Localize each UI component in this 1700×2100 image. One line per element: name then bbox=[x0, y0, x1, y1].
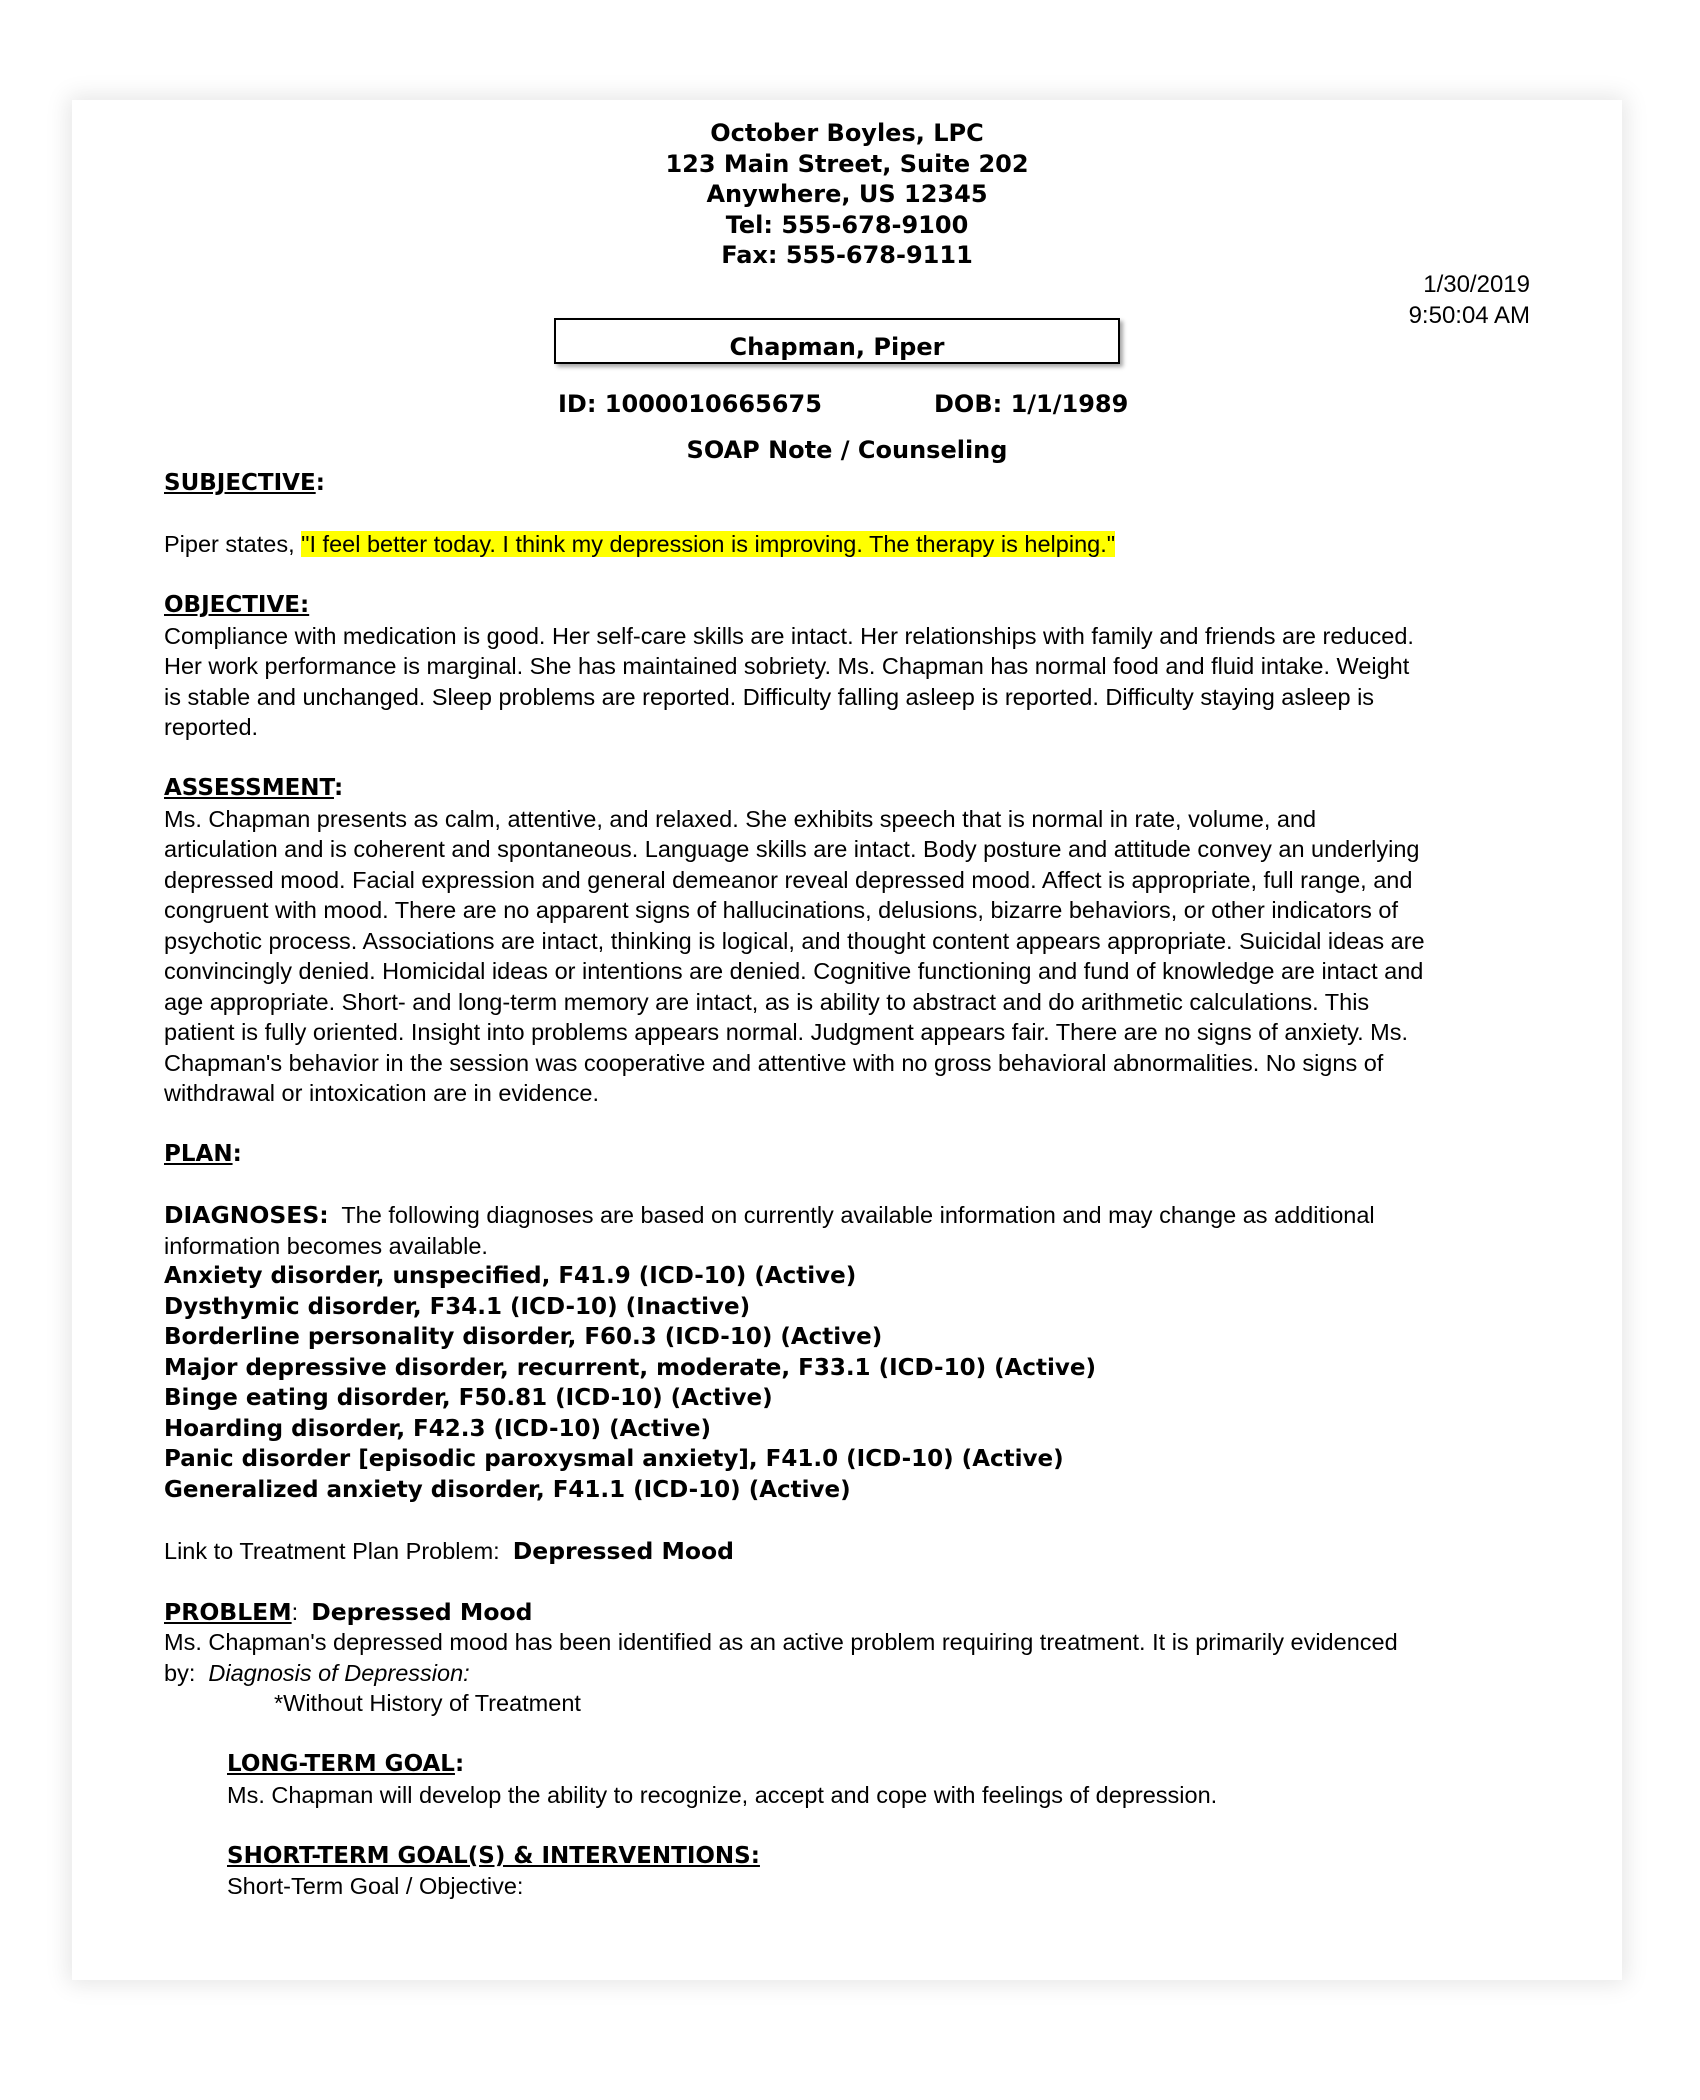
note-body bbox=[164, 468, 1564, 1902]
patient-id: ID: 1000010665675 bbox=[558, 390, 822, 418]
assessment-text bbox=[164, 804, 1564, 1109]
subjective-heading-text: SUBJECTIVE bbox=[164, 470, 316, 496]
diagnosis-item: Hoarding disorder, F42.3 (ICD-10) (Active) bbox=[164, 1415, 711, 1442]
assessment-line: psychotic process. Associations are intact, thinking is logical, and thought content appears appropriate. Suicidal ideas are bbox=[164, 927, 1425, 954]
short-term-goal-heading-text: SHORT-TERM GOAL(S) & INTERVENTIONS: bbox=[227, 1842, 760, 1869]
long-term-goal-heading bbox=[227, 1749, 1564, 1780]
document-page bbox=[72, 100, 1622, 1980]
diagnoses-intro-line2: information becomes available. bbox=[164, 1232, 488, 1259]
provider-tel: Tel: 555-678-9100 bbox=[725, 210, 969, 239]
treatment-plan-link-label: Link to Treatment Plan Problem: bbox=[164, 1537, 513, 1564]
patient-id-line bbox=[558, 390, 1129, 418]
assessment-heading-text: ASSESSMENT bbox=[164, 775, 334, 801]
treatment-plan-link-value: Depressed Mood bbox=[512, 1536, 734, 1565]
diagnoses-list bbox=[164, 1261, 1564, 1505]
note-date: 1/30/2019 bbox=[1423, 271, 1530, 298]
diagnosis-item: Binge eating disorder, F50.81 (ICD-10) (Active) bbox=[164, 1385, 773, 1411]
note-time: 9:50:04 AM bbox=[1408, 301, 1530, 329]
provider-name: October Boyles, LPC bbox=[710, 119, 984, 147]
short-term-goal-text: Short-Term Goal / Objective: bbox=[227, 1873, 524, 1899]
problem-line1: Ms. Chapman's depressed mood has been identified as an active problem requiring treatment. It is primarily evidenced bbox=[164, 1629, 1398, 1655]
patient-name-box: Chapman, Piper bbox=[554, 318, 1120, 364]
provider-header bbox=[72, 118, 1622, 271]
provider-address-line2: Anywhere, US 12345 bbox=[706, 180, 988, 208]
long-term-goal-text: Ms. Chapman will develop the ability to recognize, accept and cope with feelings of depression. bbox=[227, 1781, 1218, 1808]
diagnosis-item: Dysthymic disorder, F34.1 (ICD-10) (Inactive) bbox=[164, 1293, 751, 1320]
assessment-line: congruent with mood. There are no apparent signs of hallucinations, delusions, bizarre behaviors, or other indicators of bbox=[164, 897, 1399, 923]
objective-heading-text: OBJECTIVE: bbox=[164, 592, 310, 618]
subjective-quote: "I feel better today. I think my depression is improving. The therapy is helping." bbox=[301, 531, 1116, 557]
diagnosis-item: Major depressive disorder, recurrent, moderate, F33.1 (ICD-10) (Active) bbox=[164, 1354, 1097, 1381]
objective-text bbox=[164, 621, 1564, 743]
subjective-lead: Piper states, bbox=[164, 531, 302, 557]
diagnosis-item: Panic disorder [episodic paroxysmal anxiety], F41.0 (ICD-10) (Active) bbox=[164, 1446, 1064, 1472]
note-title: SOAP Note / Counseling bbox=[686, 436, 1008, 464]
assessment-line: age appropriate. Short- and long-term memory are intact, as is ability to abstract and do arithmetic calculations. This bbox=[164, 988, 1370, 1015]
subjective-heading-colon: : bbox=[315, 470, 325, 496]
diagnoses-intro-line1: The following diagnoses are based on currently available information and may change as additional bbox=[328, 1202, 1375, 1228]
subjective-heading bbox=[164, 468, 1564, 499]
long-term-goal-heading-colon: : bbox=[454, 1751, 465, 1777]
subjective-statement bbox=[164, 529, 1564, 560]
diagnoses-intro bbox=[164, 1200, 1564, 1231]
objective-line: reported. bbox=[164, 714, 259, 740]
objective-line: Compliance with medication is good. Her self-care skills are intact. Her relationships with family and friends are reduced. bbox=[164, 622, 1414, 649]
problem-diagnosis-italic: Diagnosis of Depression: bbox=[208, 1659, 470, 1686]
assessment-line: depressed mood. Facial expression and general demeanor reveal depressed mood. Affect is appropriate, full range, and bbox=[164, 866, 1413, 893]
assessment-line: Chapman's behavior in the session was cooperative and attentive with no gross behavioral abnormalities. No signs of bbox=[164, 1049, 1384, 1076]
problem-heading-text: PROBLEM bbox=[164, 1597, 292, 1626]
plan-heading bbox=[164, 1139, 1564, 1170]
objective-heading bbox=[164, 590, 1564, 621]
problem-value: Depressed Mood bbox=[311, 1597, 533, 1626]
problem-heading bbox=[164, 1597, 1564, 1628]
problem-heading-colon: : bbox=[291, 1598, 312, 1625]
note-datetime bbox=[1409, 270, 1530, 331]
assessment-line: Ms. Chapman presents as calm, attentive, and relaxed. She exhibits speech that is normal in rate, volume, and bbox=[164, 805, 1317, 832]
patient-dob: DOB: 1/1/1989 bbox=[934, 390, 1129, 418]
problem-line2 bbox=[164, 1658, 1564, 1689]
provider-fax: Fax: 555-678-9111 bbox=[721, 241, 973, 269]
plan-heading-text: PLAN bbox=[164, 1141, 233, 1167]
assessment-line: convincingly denied. Homicidal ideas or intentions are denied. Cognitive functioning and fund of knowledge are intact and bbox=[164, 958, 1424, 984]
objective-line: Her work performance is marginal. She has maintained sobriety. Ms. Chapman has normal food and fluid intake. Weight bbox=[164, 653, 1410, 679]
assessment-heading bbox=[164, 773, 1564, 804]
long-term-goal-heading-text: LONG-TERM GOAL bbox=[227, 1751, 455, 1777]
problem-line2-lead: by: bbox=[164, 1659, 209, 1686]
assessment-heading-colon: : bbox=[333, 775, 344, 801]
problem-line3: *Without History of Treatment bbox=[274, 1690, 581, 1716]
assessment-line: patient is fully oriented. Insight into problems appears normal. Judgment appears fair. There are no signs of anxiety. Ms. bbox=[164, 1019, 1408, 1045]
short-term-goal-heading bbox=[227, 1841, 1564, 1872]
diagnosis-item: Generalized anxiety disorder, F41.1 (ICD-10) (Active) bbox=[164, 1476, 851, 1503]
diagnoses-label: DIAGNOSES: bbox=[164, 1201, 329, 1229]
diagnosis-item: Anxiety disorder, unspecified, F41.9 (ICD-10) (Active) bbox=[164, 1263, 857, 1289]
assessment-line: articulation and is coherent and spontaneous. Language skills are intact. Body posture and attitude convey an underlying bbox=[164, 836, 1420, 862]
objective-line: is stable and unchanged. Sleep problems are reported. Difficulty falling asleep is reported. Difficulty staying asleep is bbox=[164, 683, 1375, 710]
provider-address-line1: 123 Main Street, Suite 202 bbox=[665, 149, 1029, 178]
long-term-goal-section bbox=[164, 1749, 1564, 1902]
plan-heading-colon: : bbox=[232, 1141, 242, 1167]
diagnosis-item: Borderline personality disorder, F60.3 (ICD-10) (Active) bbox=[164, 1324, 883, 1350]
treatment-plan-link bbox=[164, 1536, 1564, 1567]
assessment-line: withdrawal or intoxication are in evidence. bbox=[164, 1080, 599, 1106]
